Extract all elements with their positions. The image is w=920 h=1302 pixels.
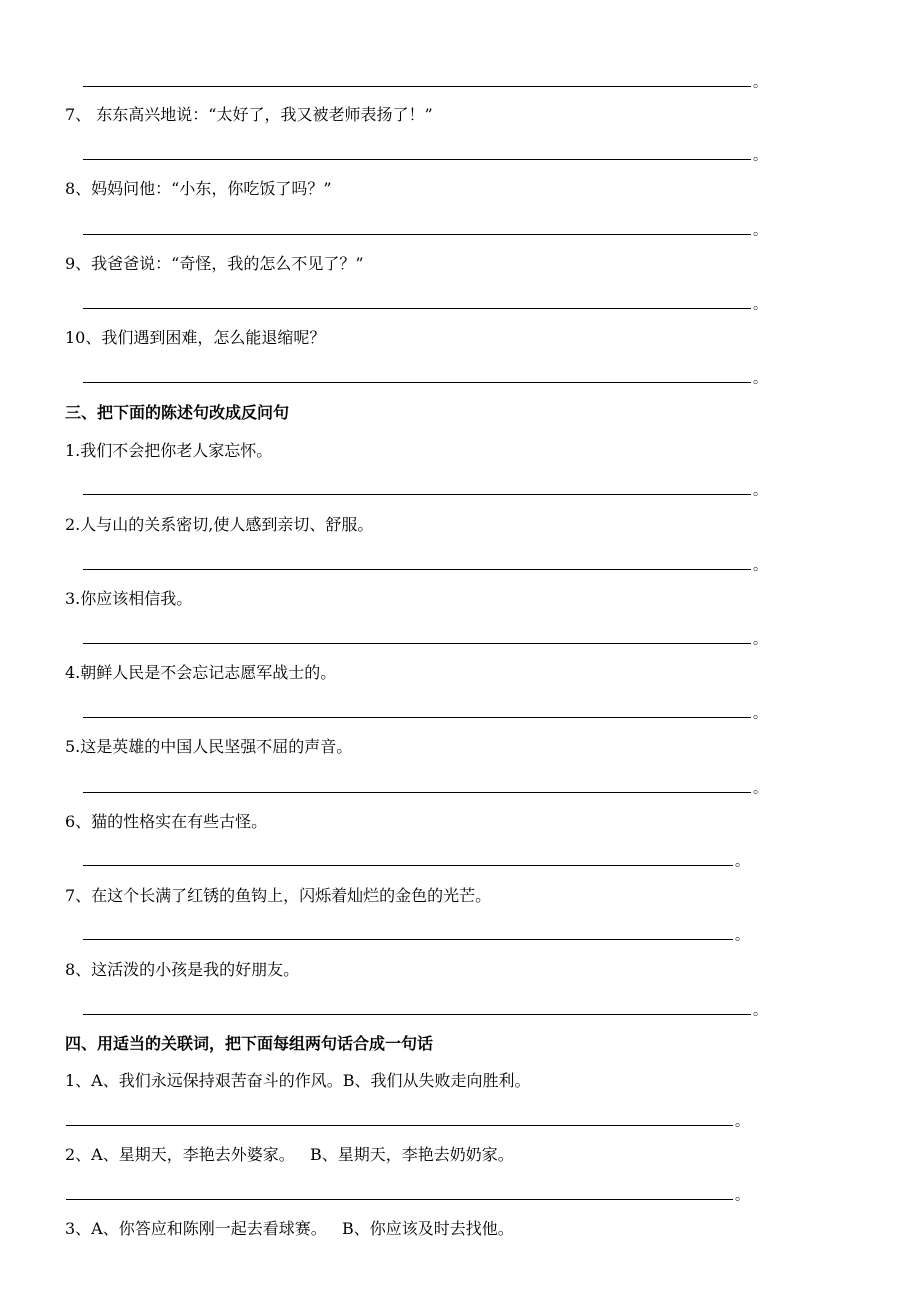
section-title: 三、把下面的陈述句改成反问句 — [65, 403, 290, 422]
answer-line[interactable] — [83, 569, 751, 570]
question-text: 5.这是英雄的中国人民坚强不屈的声音。 — [65, 737, 353, 756]
question-text: 2、A、星期天，李艳去外婆家。 B、星期天，李艳去奶奶家。 — [65, 1145, 514, 1164]
question-text: 8、这活泼的小孩是我的好朋友。 — [65, 960, 300, 979]
answer-line[interactable] — [83, 382, 751, 383]
period-mark: 。 — [753, 706, 767, 722]
question-text: 10、我们遇到困难，怎么能退缩呢？ — [65, 328, 326, 347]
answer-line[interactable] — [83, 865, 733, 866]
answer-line[interactable] — [83, 717, 751, 718]
answer-line[interactable] — [83, 159, 751, 160]
answer-line[interactable] — [66, 1199, 733, 1200]
period-mark: 。 — [753, 781, 767, 797]
answer-line[interactable] — [83, 1014, 751, 1015]
question-text: 2.人与山的关系密切,使人感到亲切、舒服。 — [65, 515, 374, 534]
period-mark: 。 — [735, 928, 749, 944]
period-mark: 。 — [735, 1188, 749, 1204]
answer-line[interactable] — [83, 86, 751, 87]
period-mark: 。 — [753, 1003, 767, 1019]
answer-line[interactable] — [66, 1125, 733, 1126]
period-mark: 。 — [753, 371, 767, 387]
question-text: 7、在这个长满了红锈的鱼钩上，闪烁着灿烂的金色的光芒。 — [65, 886, 492, 905]
period-mark: 。 — [735, 1114, 749, 1130]
question-text: 3、A、你答应和陈刚一起去看球赛。 B、你应该及时去找他。 — [65, 1219, 514, 1238]
question-text: 6、猫的性格实在有些古怪。 — [65, 812, 268, 831]
answer-line[interactable] — [83, 643, 751, 644]
question-text: 1、A、我们永远保持艰苦奋斗的作风。B、我们从失败走向胜利。 — [65, 1071, 531, 1090]
answer-line[interactable] — [83, 792, 751, 793]
answer-line[interactable] — [83, 494, 751, 495]
answer-line[interactable] — [83, 939, 733, 940]
period-mark: 。 — [735, 854, 749, 870]
period-mark: 。 — [753, 75, 767, 91]
period-mark: 。 — [753, 148, 767, 164]
question-text: 4.朝鲜人民是不会忘记志愿军战士的。 — [65, 663, 337, 682]
period-mark: 。 — [753, 483, 767, 499]
period-mark: 。 — [753, 632, 767, 648]
question-text: 7、 东东高兴地说：“太好了，我又被老师表扬了！” — [65, 105, 433, 124]
question-text: 8、妈妈问他：“小东，你吃饭了吗？” — [65, 179, 332, 198]
period-mark: 。 — [753, 558, 767, 574]
period-mark: 。 — [753, 223, 767, 239]
question-text: 3.你应该相信我。 — [65, 589, 193, 608]
question-text: 1.我们不会把你老人家忘怀。 — [65, 441, 273, 460]
answer-line[interactable] — [83, 308, 751, 309]
question-text: 9、我爸爸说：“奇怪，我的怎么不见了？” — [65, 254, 364, 273]
section-title: 四、用适当的关联词，把下面每组两句话合成一句话 — [65, 1034, 434, 1053]
answer-line[interactable] — [83, 234, 751, 235]
period-mark: 。 — [753, 297, 767, 313]
